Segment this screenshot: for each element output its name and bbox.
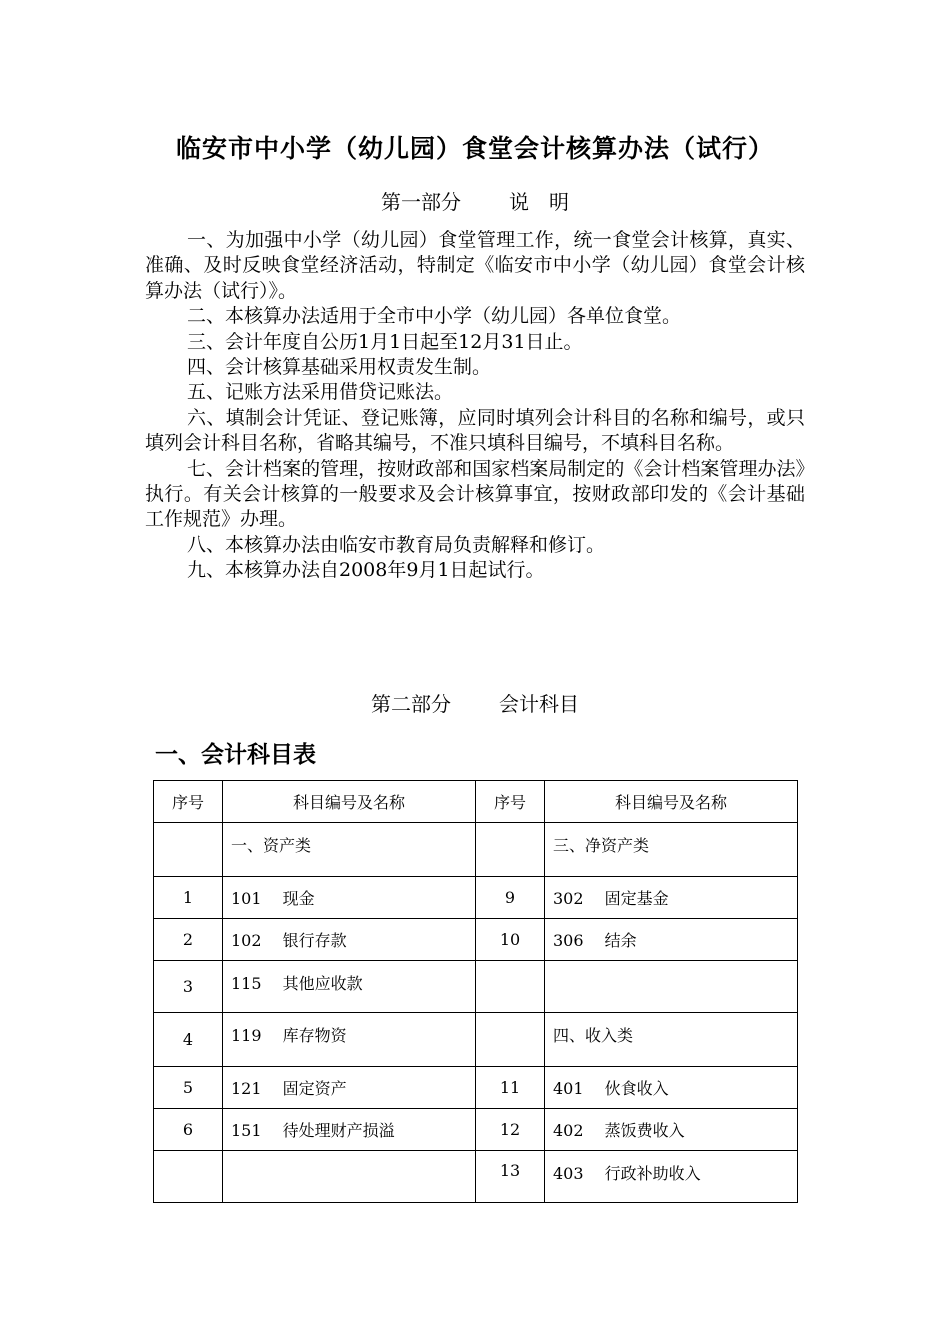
subject-cell: 306 结余 [545, 919, 798, 961]
seq-cell [476, 961, 545, 1013]
category-cell: 一、资产类 [223, 823, 476, 877]
seq-cell: 13 [476, 1151, 545, 1203]
table-row [154, 919, 798, 961]
part-two-title: 会计科目 [499, 692, 579, 716]
seq-cell: 2 [154, 919, 223, 961]
seq-cell [476, 1013, 545, 1067]
seq-cell: 9 [476, 877, 545, 919]
seq-cell: 1 [154, 877, 223, 919]
table-header-row [154, 781, 798, 823]
paragraph-7: 七、会计档案的管理，按财政部和国家档案局制定的《会计档案管理办法》执行。有关会计核算的一般要求及会计核算事宜，按财政部印发的《会计基础工作规范》办理。 [145, 457, 805, 531]
part-two-label: 第二部分 [371, 692, 451, 716]
paragraph-4: 四、会计核算基础采用权责发生制。 [187, 356, 492, 379]
account-subjects-table [153, 780, 798, 1203]
seq-cell: 10 [476, 919, 545, 961]
header-seq-left: 序号 [154, 781, 223, 823]
part-one-title: 说 明 [509, 190, 569, 214]
paragraph-1: 一、为加强中小学（幼儿园）食堂管理工作，统一食堂会计核算，真实、准确、及时反映食堂经济活动，特制定《临安市中小学（幼儿园）食堂会计核算办法（试行）》。 [145, 229, 805, 302]
document-title: 临安市中小学（幼儿园）食堂会计核算办法（试行） [175, 134, 774, 163]
seq-cell: 12 [476, 1109, 545, 1151]
subject-cell: 102 银行存款 [223, 919, 476, 961]
subject-cell: 401 伙食收入 [545, 1067, 798, 1109]
table-row [154, 1151, 798, 1203]
paragraph-3: 三、会计年度自公历1月1日起至12月31日止。 [187, 330, 583, 353]
header-subject-right: 科目编号及名称 [545, 781, 798, 823]
subject-cell [223, 1151, 476, 1203]
table-row [154, 961, 798, 1013]
subject-cell: 151 待处理财产损溢 [223, 1109, 476, 1151]
table-row [154, 1109, 798, 1151]
subject-cell: 302 固定基金 [545, 877, 798, 919]
table-row [154, 823, 798, 877]
seq-cell [154, 823, 223, 877]
seq-cell: 11 [476, 1067, 545, 1109]
subject-cell [545, 961, 798, 1013]
paragraph-5: 五、记账方法采用借贷记账法。 [187, 381, 454, 404]
paragraph-2: 二、本核算办法适用于全市中小学（幼儿园）各单位食堂。 [187, 305, 682, 328]
part-one-label: 第一部分 [381, 190, 461, 214]
paragraph-9: 九、本核算办法自2008年9月1日起试行。 [187, 559, 545, 582]
section-heading: 一、会计科目表 [155, 742, 316, 768]
table-row [154, 1013, 798, 1067]
part-one-heading [0, 188, 950, 216]
subject-cell: 403 行政补助收入 [545, 1151, 798, 1203]
subject-cell: 119 库存物资 [223, 1013, 476, 1067]
subject-cell: 121 固定资产 [223, 1067, 476, 1109]
seq-cell: 4 [154, 1013, 223, 1067]
explanation-body [145, 228, 805, 584]
part-two-heading [0, 690, 950, 718]
subject-cell: 115 其他应收款 [223, 961, 476, 1013]
table-row [154, 1067, 798, 1109]
seq-cell [476, 823, 545, 877]
seq-cell [154, 1151, 223, 1203]
seq-cell: 3 [154, 961, 223, 1013]
header-seq-right: 序号 [476, 781, 545, 823]
category-cell: 三、净资产类 [545, 823, 798, 877]
header-subject-left: 科目编号及名称 [223, 781, 476, 823]
paragraph-8: 八、本核算办法由临安市教育局负责解释和修订。 [187, 533, 606, 556]
table-row [154, 877, 798, 919]
subject-cell: 402 蒸饭费收入 [545, 1109, 798, 1151]
seq-cell: 6 [154, 1109, 223, 1151]
paragraph-6: 六、填制会计凭证、登记账簿，应同时填列会计科目的名称和编号，或只填列会计科目名称，省略其编号，不准只填科目编号，不填科目名称。 [145, 406, 805, 455]
subject-cell: 101 现金 [223, 877, 476, 919]
seq-cell: 5 [154, 1067, 223, 1109]
category-cell: 四、收入类 [545, 1013, 798, 1067]
